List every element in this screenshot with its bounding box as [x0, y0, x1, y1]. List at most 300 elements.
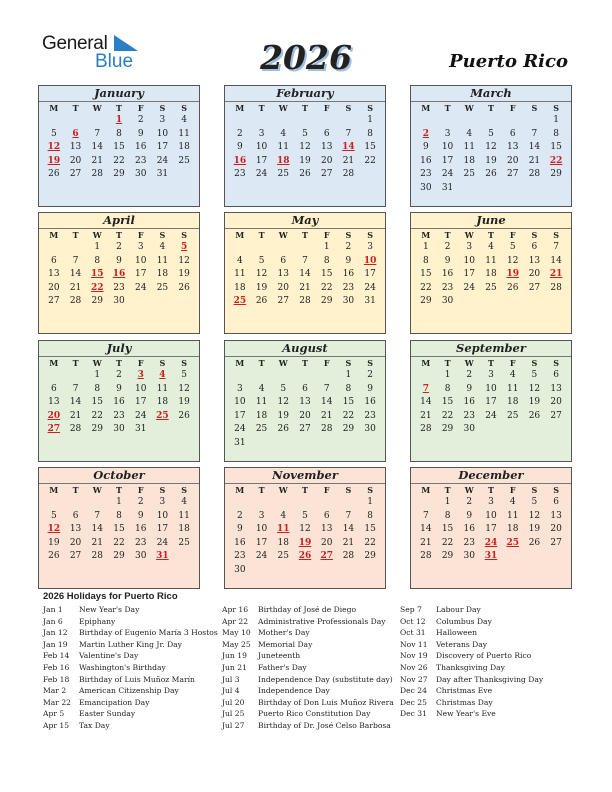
- weekday-header: T: [116, 485, 122, 495]
- weekday-header: T: [488, 358, 494, 368]
- day-cell: 9: [466, 510, 473, 521]
- weekday-header: S: [345, 485, 352, 495]
- month-title: December: [411, 468, 571, 484]
- day-cell: 14: [420, 524, 432, 534]
- day-cell: 10: [156, 510, 169, 521]
- day-grid: [411, 484, 571, 564]
- day-cell: 30: [463, 424, 475, 434]
- day-cell: 9: [466, 383, 473, 394]
- day-cell: 24: [441, 169, 454, 179]
- day-cell: 26: [528, 537, 541, 548]
- day-cell: 5: [488, 128, 494, 139]
- weekday-header: M: [235, 485, 245, 495]
- day-cell: 22: [364, 155, 376, 166]
- holiday-day-cell: 21: [549, 269, 563, 279]
- day-cell: 8: [116, 128, 122, 139]
- day-cell: 12: [299, 142, 311, 152]
- day-cell: 13: [277, 269, 289, 279]
- holiday-name: Halloween: [436, 628, 477, 638]
- day-cell: 1: [94, 370, 101, 380]
- month-title: July: [39, 341, 199, 357]
- empty-cell: [251, 241, 273, 255]
- month-title: November: [225, 468, 385, 484]
- day-cell: 15: [113, 142, 125, 152]
- day-grid: [225, 102, 385, 182]
- weekday-header: S: [531, 230, 538, 240]
- holiday-row: [222, 708, 397, 720]
- day-cell: 6: [72, 510, 79, 521]
- empty-cell: [65, 114, 87, 128]
- holiday-date: May 10: [222, 628, 251, 638]
- holiday-date: Feb 14: [43, 651, 70, 661]
- weekday-header: F: [509, 358, 516, 368]
- holiday-row: [43, 639, 218, 651]
- day-cell: 19: [299, 155, 311, 166]
- empty-cell: [229, 114, 251, 128]
- holiday-row: [43, 708, 218, 720]
- day-cell: 3: [258, 128, 265, 139]
- day-cell: 20: [69, 155, 82, 166]
- month-title: April: [39, 213, 199, 229]
- day-cell: 23: [463, 537, 475, 548]
- day-cell: 12: [506, 255, 519, 266]
- day-cell: 23: [364, 410, 376, 421]
- holiday-date: Apr 16: [222, 605, 249, 614]
- holiday-day-cell: 7: [422, 383, 429, 394]
- day-cell: 6: [323, 510, 330, 521]
- day-cell: 1: [367, 115, 373, 125]
- holiday-name: Puerto Rico Constitution Day: [258, 709, 371, 719]
- day-cell: 6: [553, 370, 559, 380]
- day-cell: 4: [280, 128, 287, 139]
- day-cell: 21: [420, 410, 432, 421]
- weekday-header: S: [531, 103, 538, 113]
- weekday-header: M: [421, 358, 431, 368]
- day-cell: 9: [444, 255, 451, 266]
- holiday-name: Administrative Professionals Day: [258, 616, 386, 626]
- holiday-date: Jun 19: [222, 651, 247, 661]
- day-cell: 9: [345, 255, 352, 266]
- day-cell: 25: [178, 537, 190, 548]
- month-october: [38, 467, 200, 589]
- holiday-name: Thanksgiving Day: [436, 662, 505, 672]
- weekday-header: F: [323, 485, 330, 495]
- day-cell: 26: [299, 169, 311, 179]
- weekday-header: S: [159, 358, 166, 368]
- weekday-header: T: [72, 358, 79, 368]
- empty-cell: [294, 496, 316, 510]
- day-cell: 7: [94, 128, 101, 139]
- day-cell: 2: [236, 510, 243, 521]
- day-cell: 27: [320, 169, 333, 179]
- day-cell: 10: [485, 510, 497, 521]
- day-cell: 18: [506, 524, 519, 534]
- day-cell: 19: [528, 524, 541, 534]
- weekday-header: S: [345, 358, 352, 368]
- month-july: [38, 340, 200, 462]
- empty-cell: [43, 369, 65, 383]
- holiday-row: [400, 639, 580, 651]
- month-february: [224, 85, 386, 207]
- holiday-name: Juneteenth: [258, 651, 301, 661]
- day-cell: 24: [485, 410, 497, 421]
- holiday-name: Valentine's Day: [79, 651, 139, 661]
- day-cell: 21: [299, 282, 311, 293]
- empty-cell: [229, 369, 251, 383]
- holiday-column: [222, 604, 397, 732]
- day-cell: 30: [113, 424, 125, 434]
- day-cell: 31: [234, 437, 246, 448]
- day-cell: 29: [320, 296, 333, 306]
- day-cell: 26: [178, 282, 190, 293]
- day-cell: 10: [255, 524, 268, 534]
- empty-cell: [502, 114, 524, 128]
- weekday-header: S: [181, 358, 188, 368]
- holiday-day-cell: 3: [137, 370, 144, 380]
- day-cell: 3: [159, 497, 166, 507]
- holiday-day-cell: 11: [277, 524, 290, 534]
- day-cell: 28: [299, 296, 311, 306]
- day-grid: [411, 229, 571, 309]
- day-cell: 27: [528, 282, 541, 293]
- day-cell: 2: [116, 370, 122, 380]
- holiday-row: [43, 720, 218, 732]
- holiday-row: [400, 697, 580, 709]
- holiday-date: Jul 27: [222, 720, 245, 730]
- day-cell: 18: [178, 142, 190, 152]
- holiday-date: Feb 16: [43, 662, 70, 672]
- holiday-name: Birthday of Eugenio María 3 Hostos: [79, 628, 218, 638]
- day-cell: 3: [466, 242, 473, 252]
- holiday-name: Emancipation Day: [79, 697, 150, 707]
- day-grid: [411, 102, 571, 195]
- day-cell: 22: [364, 537, 376, 548]
- day-cell: 18: [277, 537, 289, 548]
- weekday-header: F: [509, 485, 516, 495]
- weekday-header: T: [302, 485, 308, 495]
- month-title: August: [225, 341, 385, 357]
- empty-cell: [43, 114, 65, 128]
- holiday-day-cell: 1: [115, 115, 123, 125]
- weekday-header: M: [235, 358, 245, 368]
- day-cell: 1: [553, 115, 559, 125]
- day-cell: 5: [50, 128, 57, 139]
- day-cell: 11: [156, 255, 169, 266]
- month-title: October: [39, 468, 199, 484]
- day-cell: 17: [156, 142, 169, 152]
- day-cell: 15: [441, 524, 454, 534]
- day-cell: 8: [116, 510, 122, 521]
- weekday-header: S: [345, 103, 352, 113]
- day-cell: 22: [320, 282, 333, 293]
- day-cell: 14: [91, 142, 103, 152]
- day-cell: 28: [69, 296, 82, 306]
- holiday-day-cell: 25: [156, 410, 169, 421]
- day-cell: 20: [69, 537, 82, 548]
- empty-cell: [294, 369, 316, 383]
- holiday-row: [222, 604, 397, 616]
- holiday-day-cell: 31: [484, 551, 498, 561]
- day-cell: 27: [506, 169, 519, 179]
- day-grid: [225, 357, 385, 450]
- day-cell: 10: [255, 142, 268, 152]
- holidays-title: 2026 Holidays for Puerto Rico: [43, 591, 178, 602]
- day-cell: 2: [466, 370, 473, 380]
- empty-cell: [272, 369, 294, 383]
- weekday-header: T: [72, 230, 79, 240]
- day-cell: 19: [485, 155, 497, 166]
- day-cell: 23: [134, 537, 147, 548]
- month-title: May: [225, 213, 385, 229]
- holiday-date: Jun 21: [222, 662, 247, 672]
- day-cell: 12: [255, 269, 268, 279]
- day-cell: 7: [422, 510, 429, 521]
- day-cell: 15: [364, 142, 376, 152]
- holiday-name: Day after Thanksgiving Day: [436, 674, 544, 684]
- day-cell: 23: [342, 282, 355, 293]
- weekday-header: W: [464, 103, 474, 113]
- day-cell: 2: [466, 497, 473, 507]
- day-cell: 2: [367, 370, 373, 380]
- weekday-header: T: [116, 103, 122, 113]
- day-cell: 2: [236, 128, 243, 139]
- weekday-header: F: [137, 358, 144, 368]
- day-cell: 30: [441, 296, 454, 306]
- day-cell: 15: [113, 524, 125, 534]
- day-cell: 15: [364, 524, 376, 534]
- holiday-column: [43, 604, 218, 732]
- day-cell: 17: [485, 524, 497, 534]
- empty-cell: [480, 114, 502, 128]
- weekday-header: W: [92, 103, 102, 113]
- day-cell: 27: [550, 410, 562, 421]
- day-cell: 29: [113, 551, 125, 561]
- day-cell: 28: [420, 551, 432, 561]
- day-cell: 11: [178, 128, 190, 139]
- holiday-name: Birthday of Don Luis Muñoz Rivera: [258, 697, 394, 707]
- day-cell: 27: [550, 537, 562, 548]
- day-cell: 3: [488, 497, 494, 507]
- month-title: September: [411, 341, 571, 357]
- day-cell: 25: [277, 551, 289, 561]
- day-cell: 30: [420, 182, 432, 193]
- day-cell: 7: [94, 510, 101, 521]
- holiday-day-cell: 31: [156, 551, 169, 561]
- day-cell: 3: [444, 128, 451, 139]
- country-title: Puerto Rico: [449, 51, 568, 72]
- day-cell: 31: [364, 296, 376, 306]
- day-cell: 10: [441, 142, 454, 152]
- day-cell: 9: [236, 142, 243, 152]
- day-cell: 7: [72, 255, 79, 266]
- day-cell: 18: [463, 155, 475, 166]
- weekday-header: T: [444, 230, 451, 240]
- day-cell: 29: [342, 424, 355, 434]
- holiday-day-cell: 27: [47, 424, 61, 434]
- day-cell: 25: [178, 155, 190, 166]
- empty-cell: [437, 114, 459, 128]
- day-cell: 4: [509, 370, 516, 380]
- day-cell: 30: [463, 551, 475, 561]
- weekday-header: F: [137, 103, 144, 113]
- day-cell: 28: [550, 282, 562, 293]
- month-march: [410, 85, 572, 207]
- day-cell: 4: [236, 255, 243, 266]
- day-cell: 23: [113, 282, 125, 293]
- day-cell: 5: [302, 510, 308, 521]
- holiday-row: [222, 720, 397, 732]
- holiday-name: Discovery of Puerto Rico: [436, 651, 532, 661]
- day-cell: 17: [134, 269, 147, 279]
- day-cell: 16: [134, 142, 147, 152]
- empty-cell: [415, 369, 437, 383]
- day-cell: 24: [134, 410, 147, 421]
- weekday-header: M: [235, 103, 245, 113]
- month-september: [410, 340, 572, 462]
- day-cell: 1: [444, 497, 451, 507]
- day-cell: 14: [320, 397, 333, 407]
- holiday-name: Easter Sunday: [79, 709, 136, 719]
- holiday-day-cell: 15: [91, 269, 104, 279]
- day-cell: 7: [531, 128, 538, 139]
- empty-cell: [294, 114, 316, 128]
- day-cell: 18: [506, 397, 519, 407]
- weekday-header: W: [464, 230, 474, 240]
- day-cell: 14: [528, 142, 541, 152]
- day-cell: 22: [342, 410, 355, 421]
- day-cell: 25: [255, 424, 268, 434]
- day-cell: 13: [48, 269, 60, 279]
- holiday-row: [43, 685, 218, 697]
- day-cell: 21: [91, 155, 103, 166]
- holiday-column: [400, 604, 580, 720]
- holiday-day-cell: 19: [506, 269, 519, 279]
- holiday-day-cell: 24: [484, 537, 498, 548]
- weekday-header: T: [258, 230, 265, 240]
- day-cell: 1: [94, 242, 101, 252]
- day-cell: 7: [553, 242, 559, 252]
- day-cell: 13: [69, 142, 82, 152]
- day-cell: 29: [550, 169, 562, 179]
- day-cell: 27: [69, 551, 82, 561]
- weekday-header: S: [553, 485, 560, 495]
- day-cell: 20: [320, 155, 333, 166]
- weekday-header: M: [421, 103, 431, 113]
- weekday-header: W: [464, 485, 474, 495]
- day-cell: 17: [156, 524, 169, 534]
- day-cell: 8: [367, 128, 373, 139]
- day-cell: 5: [258, 255, 265, 266]
- holiday-row: [222, 685, 397, 697]
- holiday-date: Nov 27: [400, 674, 428, 684]
- day-cell: 23: [113, 410, 125, 421]
- weekday-header: S: [345, 230, 352, 240]
- day-cell: 1: [444, 370, 451, 380]
- day-cell: 21: [528, 155, 541, 166]
- day-cell: 11: [255, 397, 268, 407]
- holiday-date: Apr 5: [43, 709, 65, 719]
- day-cell: 16: [342, 269, 355, 279]
- day-cell: 19: [178, 397, 190, 407]
- month-april: [38, 212, 200, 334]
- holiday-name: New Year's Day: [79, 605, 140, 614]
- weekday-header: T: [72, 103, 79, 113]
- day-cell: 8: [444, 383, 451, 394]
- empty-cell: [86, 114, 108, 128]
- holiday-date: Jan 1: [43, 605, 63, 614]
- weekday-header: S: [181, 485, 188, 495]
- empty-cell: [272, 496, 294, 510]
- day-cell: 21: [91, 537, 103, 548]
- day-cell: 29: [91, 424, 103, 434]
- holiday-name: Mother's Day: [258, 628, 310, 638]
- weekday-header: F: [137, 230, 144, 240]
- day-cell: 21: [342, 537, 355, 548]
- day-cell: 2: [116, 242, 122, 252]
- day-cell: 22: [113, 155, 125, 166]
- holiday-day-cell: 25: [506, 537, 519, 548]
- holiday-date: Jan 6: [43, 616, 63, 626]
- holiday-date: Apr 15: [43, 720, 70, 730]
- day-cell: 29: [364, 551, 376, 561]
- weekday-header: S: [553, 230, 560, 240]
- weekday-header: F: [323, 230, 330, 240]
- holiday-day-cell: 26: [298, 551, 312, 561]
- day-cell: 15: [420, 269, 432, 279]
- day-cell: 17: [441, 155, 454, 166]
- day-cell: 13: [550, 510, 562, 521]
- day-cell: 14: [69, 269, 82, 279]
- day-cell: 9: [236, 524, 243, 534]
- day-cell: 8: [422, 255, 429, 266]
- day-cell: 30: [234, 564, 246, 575]
- day-cell: 10: [463, 255, 475, 266]
- empty-cell: [316, 496, 338, 510]
- weekday-header: S: [531, 485, 538, 495]
- day-cell: 11: [234, 269, 246, 279]
- weekday-header: W: [92, 230, 102, 240]
- empty-cell: [229, 241, 251, 255]
- holiday-day-cell: 22: [91, 282, 104, 293]
- weekday-header: S: [159, 485, 166, 495]
- day-cell: 10: [485, 383, 497, 394]
- day-cell: 26: [48, 551, 60, 561]
- holiday-date: Jan 12: [43, 628, 68, 638]
- day-cell: 31: [156, 169, 169, 179]
- day-cell: 5: [50, 510, 57, 521]
- holiday-day-cell: 2: [422, 128, 429, 139]
- empty-cell: [251, 496, 273, 510]
- day-cell: 28: [69, 424, 82, 434]
- day-cell: 12: [178, 383, 190, 394]
- day-cell: 10: [156, 128, 169, 139]
- day-cell: 18: [156, 269, 169, 279]
- weekday-header: F: [509, 103, 516, 113]
- holiday-date: Nov 11: [400, 639, 428, 649]
- day-cell: 9: [367, 383, 373, 394]
- day-cell: 27: [48, 296, 60, 306]
- day-cell: 8: [345, 383, 352, 394]
- holiday-row: [43, 604, 218, 616]
- holiday-name: Birthday of Luis Muñoz Marín: [79, 674, 195, 684]
- empty-cell: [338, 496, 360, 510]
- weekday-header: S: [159, 230, 166, 240]
- day-cell: 11: [178, 510, 190, 521]
- holiday-row: [222, 650, 397, 662]
- day-cell: 2: [137, 115, 144, 125]
- day-cell: 6: [531, 242, 538, 252]
- holiday-row: [222, 674, 397, 686]
